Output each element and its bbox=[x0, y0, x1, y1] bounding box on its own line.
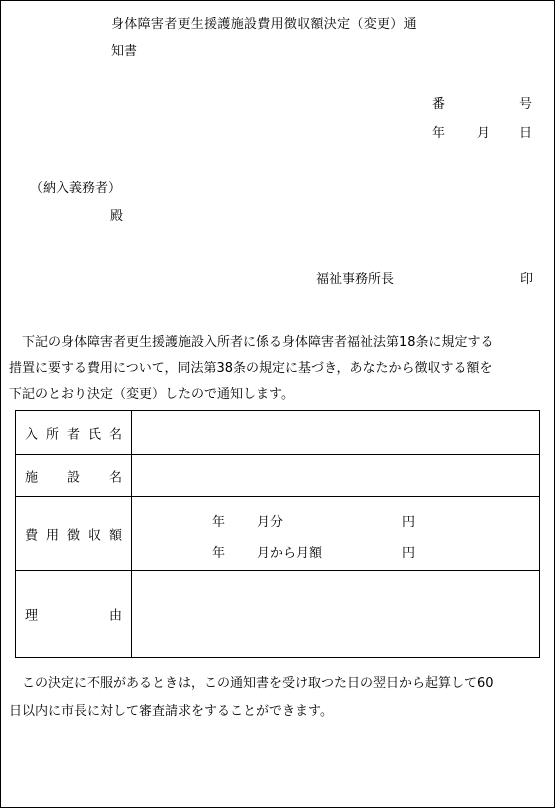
fee-line2-month: 月から月額 bbox=[257, 546, 323, 561]
row-label bbox=[16, 571, 132, 657]
reason-field[interactable] bbox=[132, 571, 539, 657]
label-char: 者 bbox=[66, 427, 80, 442]
fee-line1-yen: 円 bbox=[402, 515, 416, 530]
date-day-label: 日 bbox=[519, 126, 533, 141]
body-paragraph bbox=[9, 330, 554, 408]
label-char: 額 bbox=[108, 528, 122, 543]
fee-line1-year: 年 bbox=[212, 515, 226, 530]
document-title-line2: 知書 bbox=[111, 44, 138, 59]
closing-paragraph bbox=[9, 670, 554, 726]
label-char: 徴 bbox=[66, 528, 80, 543]
label-char: 由 bbox=[108, 608, 122, 624]
issuer-office: 福祉事務所長 bbox=[316, 272, 395, 287]
label-char: 用 bbox=[45, 528, 59, 543]
facility-name-field[interactable] bbox=[132, 455, 539, 496]
fee-line2-year: 年 bbox=[212, 546, 226, 561]
row-label bbox=[16, 455, 132, 496]
number-go-label: 号 bbox=[519, 97, 533, 112]
label-char: 氏 bbox=[87, 427, 101, 442]
label-char: 名 bbox=[108, 427, 122, 442]
table-row-resident-name bbox=[16, 411, 539, 455]
label-char: 設 bbox=[66, 470, 80, 485]
table-row-facility-name bbox=[16, 455, 539, 497]
resident-name-field[interactable] bbox=[132, 411, 539, 454]
details-table bbox=[15, 410, 540, 658]
closing-line: この決定に不服があるときは，この通知書を受け取つた日の翌日から起算して60 bbox=[9, 676, 494, 691]
label-char: 理 bbox=[25, 608, 39, 624]
label-char: 費 bbox=[25, 528, 39, 543]
date-year-label: 年 bbox=[432, 126, 446, 141]
document-title-line1: 身体障害者更生援護施設費用徴収額決定（変更）通 bbox=[111, 17, 417, 32]
payer-label: （納入義務者） bbox=[30, 181, 122, 196]
label-char: 名 bbox=[108, 470, 122, 485]
fee-line2-yen: 円 bbox=[402, 546, 416, 561]
payer-honorific: 殿 bbox=[110, 209, 124, 224]
row-label bbox=[16, 497, 132, 570]
label-char: 入 bbox=[25, 427, 39, 442]
closing-line: 日以内に市長に対して審査請求をすることができます。 bbox=[9, 704, 333, 719]
row-label bbox=[16, 411, 132, 454]
seal-mark: 印 bbox=[520, 272, 534, 287]
table-row-reason bbox=[16, 571, 539, 657]
fee-amount-field[interactable] bbox=[132, 497, 539, 570]
label-char: 施 bbox=[25, 470, 39, 485]
fee-line1-month: 月分 bbox=[257, 515, 284, 530]
body-line: 下記の身体障害者更生援護施設入所者に係る身体障害者福祉法第18条に規定する bbox=[9, 335, 494, 350]
table-row-fee-amount bbox=[16, 497, 539, 571]
body-line: 措置に要する費用について，同法第38条の規定に基づき，あなたから徴収する額を bbox=[9, 361, 493, 376]
date-month-label: 月 bbox=[477, 126, 491, 141]
number-ban-label: 番 bbox=[432, 97, 446, 112]
label-char: 所 bbox=[45, 427, 59, 442]
body-line: 下記のとおり決定（変更）したので通知します。 bbox=[9, 387, 294, 402]
label-char: 収 bbox=[87, 528, 101, 543]
